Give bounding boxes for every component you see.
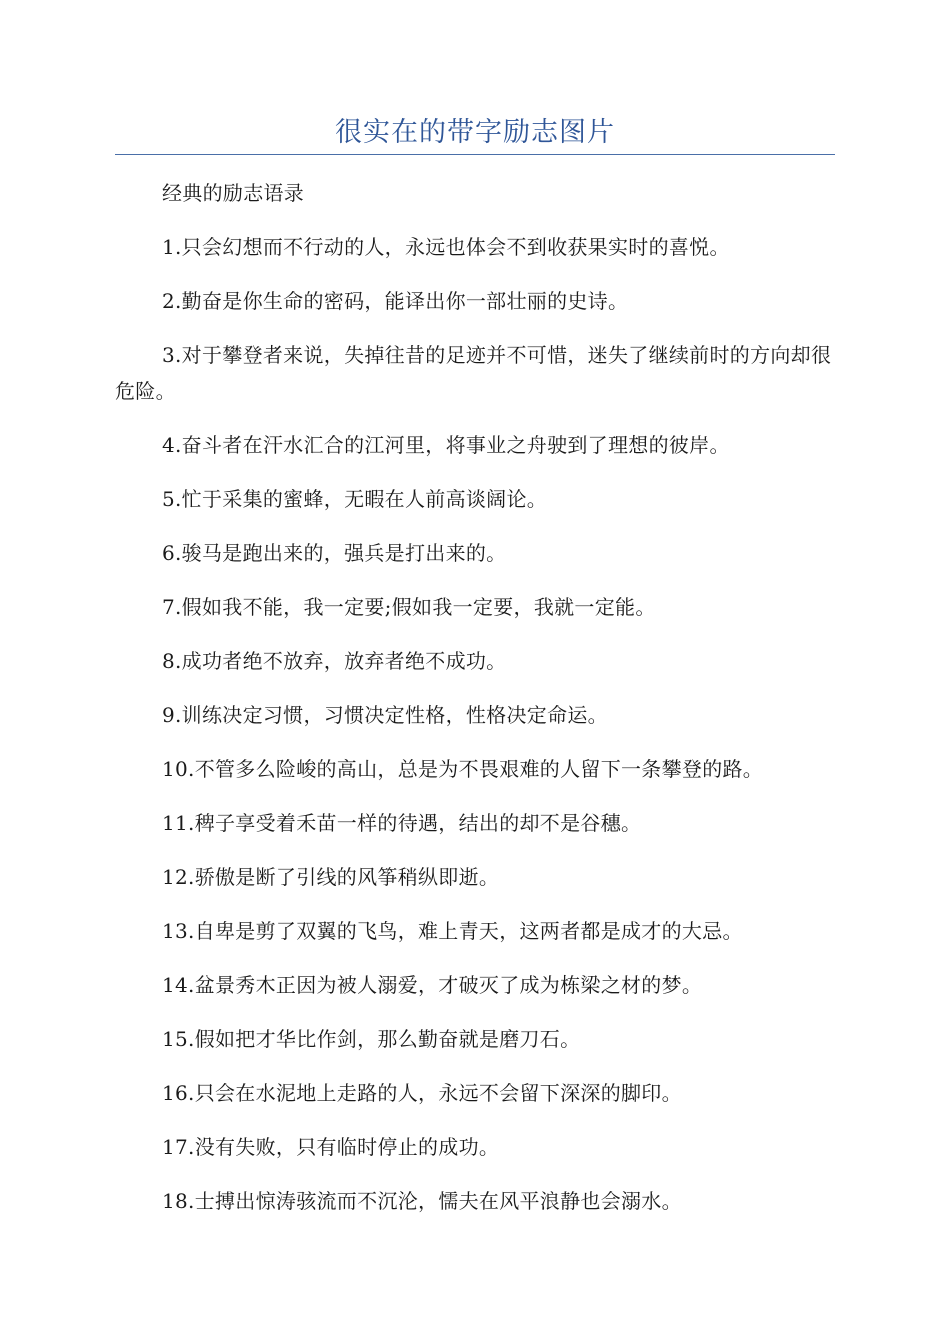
list-item: 3.对于攀登者来说，失掉往昔的足迹并不可惜，迷失了继续前时的方向却很危险。	[115, 343, 832, 403]
section-heading: 经典的励志语录	[162, 181, 305, 205]
list-item: 13.自卑是剪了双翼的飞鸟，难上青天，这两者都是成才的大忌。	[162, 919, 743, 943]
list-item: 15.假如把才华比作剑，那么勤奋就是磨刀石。	[162, 1027, 581, 1051]
list-item: 11.稗子享受着禾苗一样的待遇，结出的却不是谷穗。	[162, 811, 642, 835]
title-divider	[115, 154, 835, 155]
list-item: 1.只会幻想而不行动的人，永远也体会不到收获果实时的喜悦。	[162, 235, 730, 259]
list-item: 6.骏马是跑出来的，强兵是打出来的。	[162, 541, 507, 565]
list-item: 9.训练决定习惯，习惯决定性格，性格决定命运。	[162, 703, 608, 727]
list-item: 8.成功者绝不放弃，放弃者绝不成功。	[162, 649, 507, 673]
list-item: 16.只会在水泥地上走路的人，永远不会留下深深的脚印。	[162, 1081, 682, 1105]
list-item: 5.忙于采集的蜜蜂，无暇在人前高谈阔论。	[162, 487, 548, 511]
page-title: 很实在的带字励志图片	[335, 117, 615, 148]
list-item: 18.士搏出惊涛骇流而不沉沦，懦夫在风平浪静也会溺水。	[162, 1189, 682, 1213]
list-item: 4.奋斗者在汗水汇合的江河里，将事业之舟驶到了理想的彼岸。	[162, 433, 730, 457]
list-item: 12.骄傲是断了引线的风筝稍纵即逝。	[162, 865, 500, 889]
list-item: 2.勤奋是你生命的密码，能译出你一部壮丽的史诗。	[162, 289, 629, 313]
list-item: 17.没有失败，只有临时停止的成功。	[162, 1135, 500, 1159]
list-item: 7.假如我不能，我一定要;假如我一定要，我就一定能。	[162, 595, 656, 619]
list-item: 14.盆景秀木正因为被人溺爱，才破灭了成为栋梁之材的梦。	[162, 973, 703, 997]
document-body	[115, 175, 835, 1237]
list-item: 10.不管多么险峻的高山，总是为不畏艰难的人留下一条攀登的路。	[162, 757, 764, 781]
